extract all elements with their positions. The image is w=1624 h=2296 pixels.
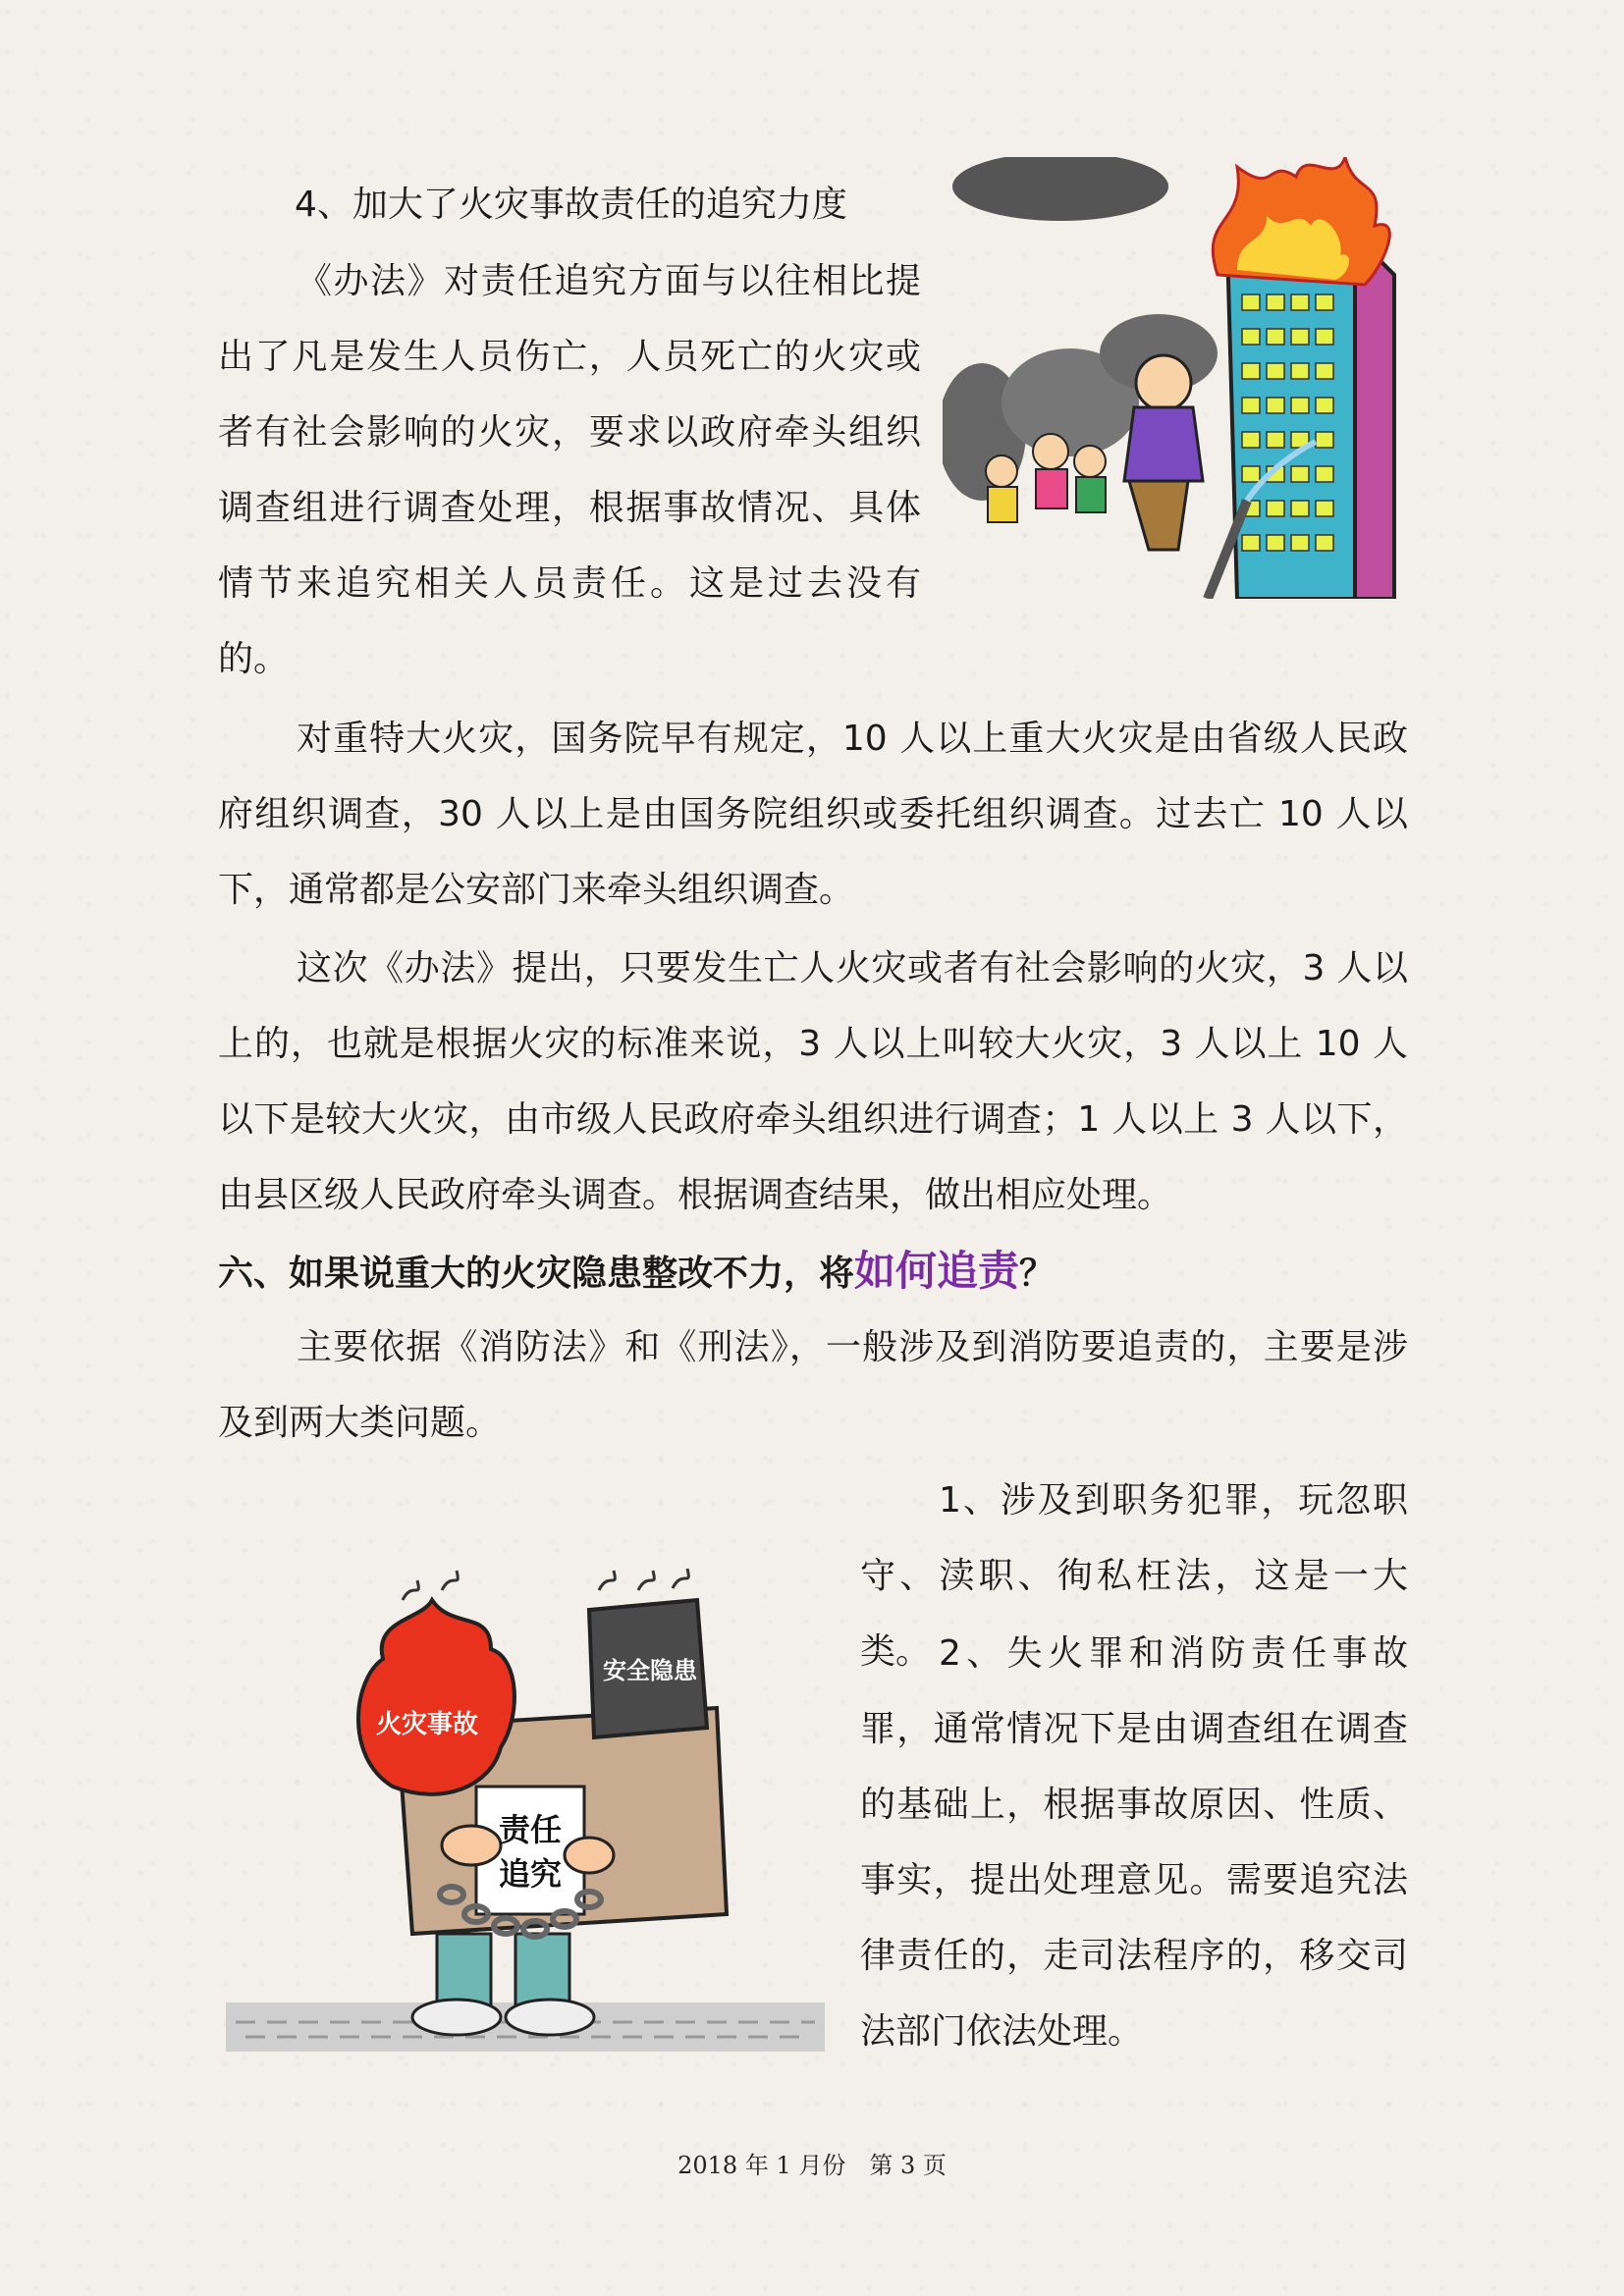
heading-text: 六、如果说重大的火灾隐患整改不力，将 <box>218 1253 855 1294</box>
paragraph: 《办法》对责任追究方面与以往相比提出了凡是发生人员伤亡，人员死亡的火灾或者有社会影响的火灾，要求以政府牵头组织调查组进行调查处理，根据事故情况、具体情节来追究相关人员责任。这是过去没有的。 <box>218 261 921 679</box>
list-item: 2、失火罪和消防责任事故罪，通常情况下是由调查组在调查的基础上，根据事故原因、性质、事实，提出处理意见。需要追究法律责任的，走司法程序的，移交司法部门依法处理。 <box>860 1633 1408 2052</box>
paragraph: 这次《办法》提出，只要发生亡人火灾或者有社会影响的火灾，3 人以上的，也就是根据火灾的标准来说，3 人以上叫较大火灾，3 人以上 10 人以下是较大火灾，由市级人民政府牵头组织进行调查；1 人以上 3 人以下，由县区级人民政府牵头调查。根据调查结果，做出相应处理。 <box>218 948 1408 1215</box>
fire-accident-label: 火灾事故 <box>375 1710 479 1739</box>
responsibility-cartoon-illustration <box>226 1561 835 2071</box>
safety-hazard-label: 安全隐患 <box>603 1657 697 1684</box>
heading-suffix: ？ <box>1019 1253 1056 1294</box>
page-footer: 2018 年 1 月份 第 3 页 <box>677 2152 947 2179</box>
list-item: 1、涉及到职务犯罪，玩忽职守、渎职、徇私枉法，这是一大类。 <box>860 1480 1408 1672</box>
paragraph: 对重特大火灾，国务院早有规定，10 人以上重大火灾是由省级人民政府组织调查，30 人以上是由国务院组织或委托组织调查。过去亡 10 人以下，通常都是公安部门来牵头组织调查。 <box>218 719 1408 910</box>
section-heading: 4、加大了火灾事故责任的追究力度 <box>295 185 847 225</box>
paragraph: 主要依据《消防法》和《刑法》，一般涉及到消防要追责的，主要是涉及到两大类问题。 <box>218 1327 1408 1443</box>
section-heading <box>218 1233 1408 1311</box>
sign-line1: 责任 <box>498 1811 563 1848</box>
sign-line2: 追究 <box>498 1855 563 1893</box>
heading-accent: 如何追责 <box>854 1247 1020 1295</box>
fire-building-illustration <box>943 157 1414 599</box>
